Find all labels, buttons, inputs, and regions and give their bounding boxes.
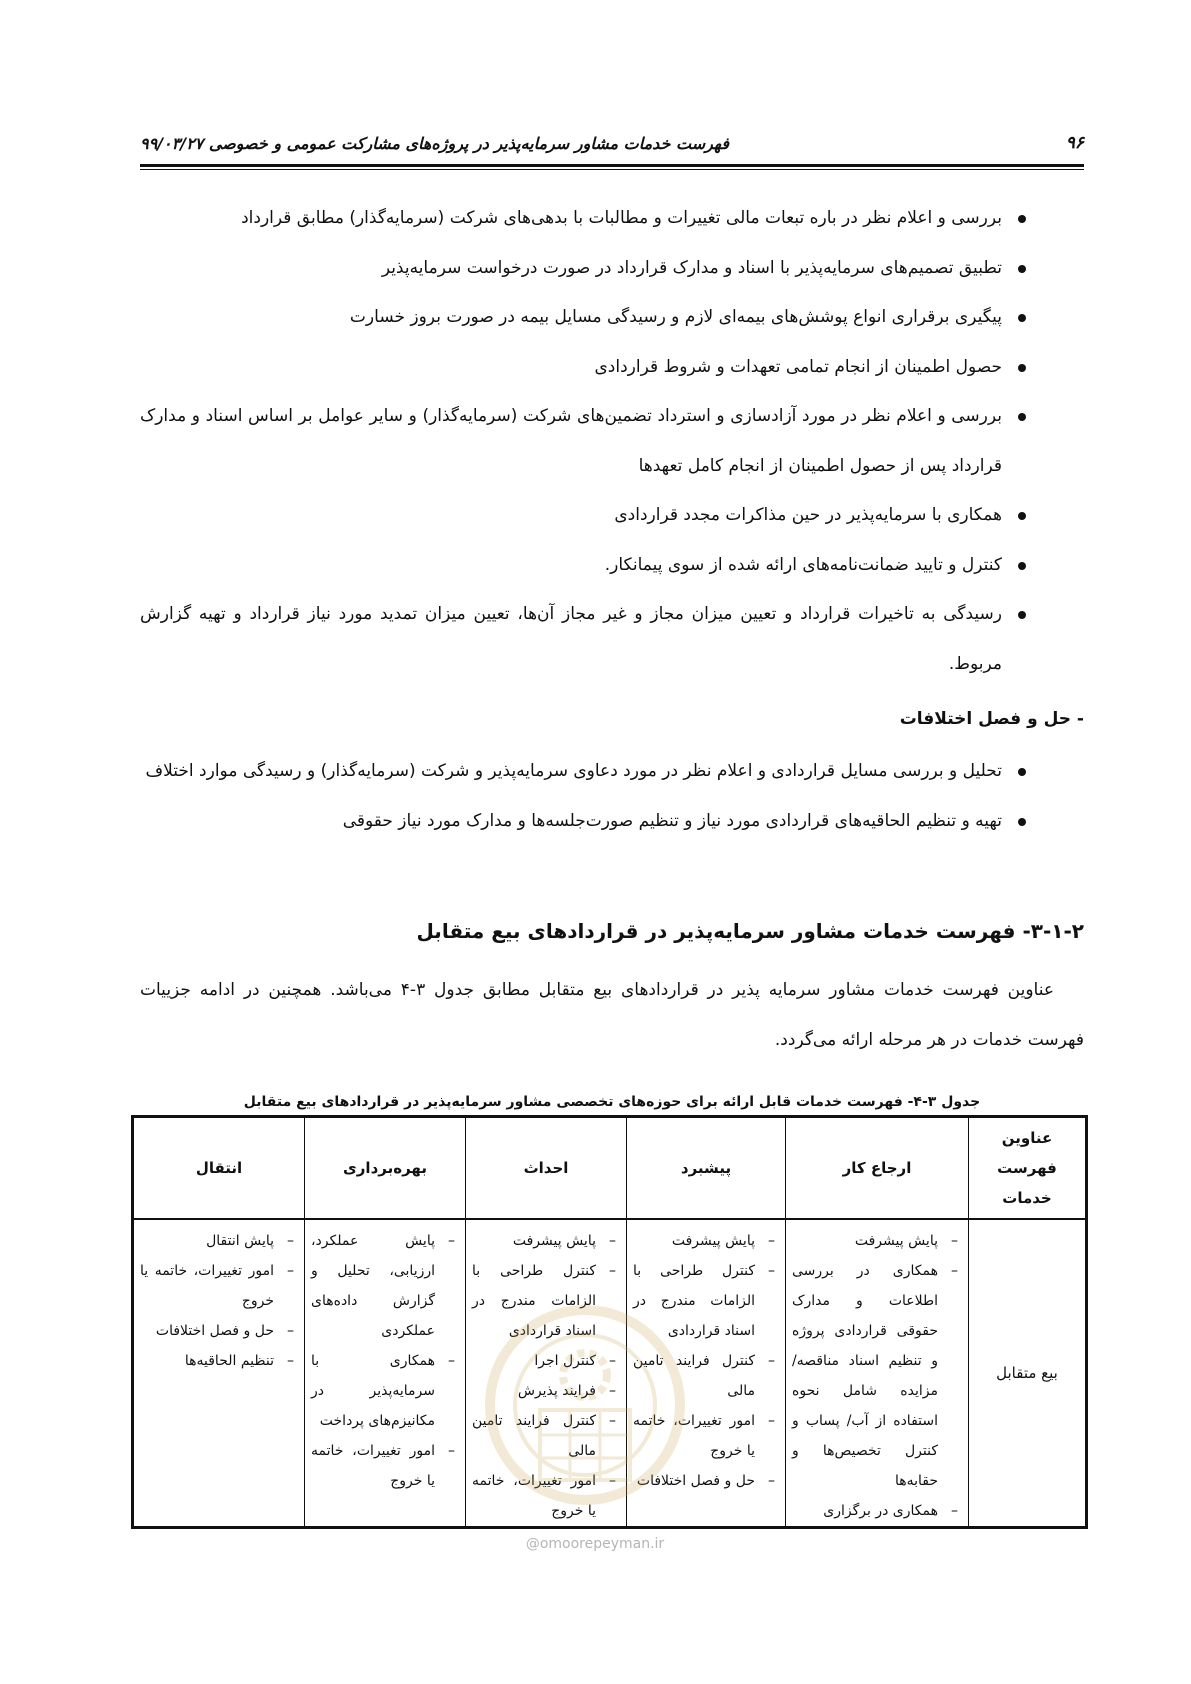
header-rule-thin [140,169,1084,170]
list-item: تطبیق تصمیم‌های سرمایه‌پذیر با اسناد و مدارک قرارداد در صورت درخواست سرمایه‌پذیر [140,244,1084,294]
table-header-cell: ارجاع کار [786,1117,969,1220]
cell-item: – امور تغییرات، خاتمه یا خروج [633,1413,775,1459]
cell-item: – تنظیم الحاقیه‌ها [184,1353,294,1369]
table-header-cell: عناوین فهرست خدمات [969,1117,1087,1220]
cell-item: – فرایند پذیرش [517,1383,616,1399]
bullet-list-disputes [140,747,1084,846]
list-item: رسیدگی به تاخیرات قرارداد و تعیین میزان مجاز و غیر مجاز آن‌ها، تعیین میزان تمدید مورد نیاز قرارداد و تهیه گزارش مربوط. [140,590,1084,689]
list-item: تهیه و تنظیم الحاقیه‌های قراردادی مورد نیاز و تنظیم صورت‌جلسه‌ها و مدارک مورد نیاز حقوقی [140,797,1084,847]
cell-item: – کنترل اجرا [534,1353,616,1369]
bullet-list-obligations [140,194,1084,689]
watermark-url: @omoorepeyman.ir [525,1536,665,1552]
running-title: فهرست خدمات مشاور سرمایه‌پذیر در پروژه‌های مشارکت عمومی و خصوصی ۹۹/۰۳/۲۷ [140,133,729,153]
header-rule-thick [140,164,1084,167]
table-header-cell: پیشبرد [627,1117,786,1220]
list-item: پیگیری برقراری انواع پوشش‌های بیمه‌ای لازم و رسیدگی مسایل بیمه در صورت بروز خسارت [140,293,1084,343]
bullet-icon [1018,818,1026,826]
cell-item: – همکاری در برگزاری [823,1503,958,1519]
bullet-icon [1018,314,1026,322]
table-header-row [133,1117,1087,1220]
list-item: بررسی و اعلام نظر در باره تبعات مالی تغییرات و مطالبات با بدهی‌های شرکت (سرمایه‌گذار) مطابق قرارداد [140,194,1084,244]
table-header-cell: انتقال [133,1117,305,1220]
row-label-cell: بیع متقابل [969,1219,1087,1528]
cell-item: – پایش عملکرد، ارزیابی، تحلیل و گزارش داده‌های عملکردی [311,1233,455,1339]
list-item: حصول اطمینان از انجام تمامی تعهدات و شروط قراردادی [140,343,1084,393]
bullet-icon [1018,364,1026,372]
cell-item: – کنترل طراحی با الزامات مندرج در اسناد قراردادی [472,1263,616,1339]
cell-item: – کنترل فرایند تامین مالی [633,1353,775,1399]
cell-item: – حل و فصل اختلافات [155,1323,294,1339]
cell-item: – کنترل طراحی با الزامات مندرج در اسناد قراردادی [633,1263,775,1339]
bullet-icon [1018,512,1026,520]
cell-item: – پایش پیشرفت [854,1233,958,1249]
omoorepeyman-logo-icon [470,1290,700,1520]
table-caption: جدول ۳-۴- فهرست خدمات قابل ارائه برای حوزه‌های تخصصی مشاور سرمایه‌پذیر در قراردادهای بیع متقابل [243,1094,981,1110]
cell-item: – امور تغییرات، خاتمه یا خروج [472,1473,616,1519]
page-number: ۹۶ [1065,133,1084,153]
cell-item: – حل و فصل اختلافات [636,1473,775,1489]
table-cell [133,1219,305,1528]
bullet-icon [1018,215,1026,223]
cell-item: – همکاری در بررسی اطلاعات و مدارک حقوقی قراردادی پروژه و تنظیم اسناد مناقصه/ مزایده شامل نحوه استفاده از آب/ پساب و کنترل تخصیص‌ها و حقابه‌ها [792,1263,958,1489]
table-header-cell: احداث [466,1117,627,1220]
cell-item: – همکاری با سرمایه‌پذیر در مکانیزم‌های پرداخت [311,1353,455,1429]
cell-item: – امور تغییرات، خاتمه یا خروج [311,1443,455,1489]
table-cell [305,1219,466,1528]
list-item: تحلیل و بررسی مسایل قراردادی و اعلام نظر در مورد دعاوی سرمایه‌پذیر و شرکت (سرمایه‌گذار) و رسیدگی موارد اختلاف [140,747,1084,797]
table-header-cell: بهره‌برداری [305,1117,466,1220]
list-item: بررسی و اعلام نظر در مورد آزادسازی و استرداد تضمین‌های شرکت (سرمایه‌گذار) و سایر عوامل بر اساس اسناد و مدارک قرارداد پس از حصول اطمینان از انجام کامل تعهدها [140,392,1084,491]
cell-item: – امور تغییرات، خاتمه یا خروج [140,1263,294,1309]
table-cell [786,1219,969,1528]
bullet-icon [1018,413,1026,421]
cell-item: – پایش پیشرفت [512,1233,616,1249]
intro-paragraph: عناوین فهرست خدمات مشاور سرمایه پذیر در قراردادهای بیع متقابل مطابق جدول ۳-۴ می‌باشد. همچنین در ادامه جزییات فهرست خدمات در هر مرحله ارائه می‌گردد. [140,980,1084,1050]
list-item: کنترل و تایید ضمانت‌نامه‌های ارائه شده از سوی پیمانکار. [140,541,1084,591]
cell-item: – پایش پیشرفت [671,1233,775,1249]
cell-item: – پایش انتقال [206,1233,294,1249]
subheading-dispute-resolution: - حل و فصل اختلافات [899,709,1084,729]
bullet-icon [1018,611,1026,619]
bullet-icon [1018,562,1026,570]
bullet-icon [1018,265,1026,273]
cell-item: – کنترل فرایند تامین مالی [472,1413,616,1459]
list-item: همکاری با سرمایه‌پذیر در حین مذاکرات مجدد قراردادی [140,491,1084,541]
bullet-icon [1018,768,1026,776]
section-heading: ۳-۱-۲- فهرست خدمات مشاور سرمایه‌پذیر در قراردادهای بیع متقابل [416,919,1084,943]
page-header [140,128,1084,158]
